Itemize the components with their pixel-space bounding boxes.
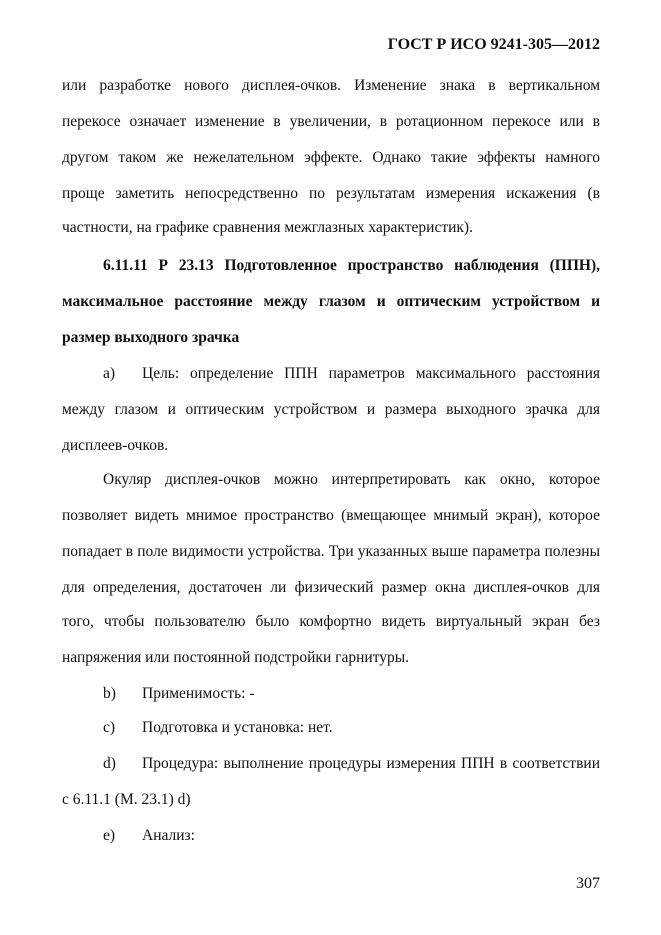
item-label: b) xyxy=(103,685,116,702)
text-line: Цель: определение ППН параметров максимального расстояния xyxy=(142,365,600,382)
text-line: перекосе означает изменение в увеличении, в ротационном перекосе или в xyxy=(62,113,600,130)
item-label: d) xyxy=(103,755,116,772)
text-line: напряжения или постоянной подстройки гарнитуры. xyxy=(62,649,410,666)
text-line: того, чтобы пользователю было комфортно видеть виртуальный экран без xyxy=(62,613,600,630)
page-number: 307 xyxy=(576,875,600,892)
text-line: другом таком же нежелательном эффекте. Однако такие эффекты намного xyxy=(62,149,600,166)
item-label: a) xyxy=(103,365,116,382)
heading-line: 6.11.11 Р 23.13 Подготовленное пространство наблюдения (ППН), xyxy=(103,257,600,274)
item-text: Подготовка и установка: нет. xyxy=(142,719,333,736)
text-line: дисплеев-очков. xyxy=(62,437,169,454)
item-label: e) xyxy=(103,827,116,844)
heading-line: размер выходного зрачка xyxy=(62,329,240,346)
item-text: Применимость: - xyxy=(142,685,255,702)
text-line: позволяет видеть мнимое пространство (вмещающее мнимый экран), которое xyxy=(62,507,600,524)
text-line: или разработке нового дисплея-очков. Изменение знака в вертикальном xyxy=(62,77,600,94)
text-line: Процедура: выполнение процедуры измерения ППН в соответствии xyxy=(142,755,600,772)
heading-line: максимальное расстояние между глазом и оптическим устройством и xyxy=(62,293,600,310)
text-line: Окуляр дисплея-очков можно интерпретировать как окно, которое xyxy=(103,471,600,488)
document-header: ГОСТ Р ИСО 9241-305—2012 xyxy=(387,36,600,53)
text-line: между глазом и оптическим устройством и размера выходного зрачка для xyxy=(62,401,600,418)
text-line: с 6.11.1 (М. 23.1) d) xyxy=(62,791,191,808)
text-line: попадает в поле видимости устройства. Три указанных выше параметра полезны xyxy=(62,543,600,560)
item-text: Анализ: xyxy=(142,827,195,844)
text-line: частности, на графике сравнения межглазных характеристик). xyxy=(62,219,473,236)
item-label: c) xyxy=(103,719,116,736)
text-line: проще заметить непосредственно по результатам измерения искажения (в xyxy=(62,185,600,202)
text-line: для определения, достаточен ли физический размер окна дисплея-очков для xyxy=(62,579,600,596)
